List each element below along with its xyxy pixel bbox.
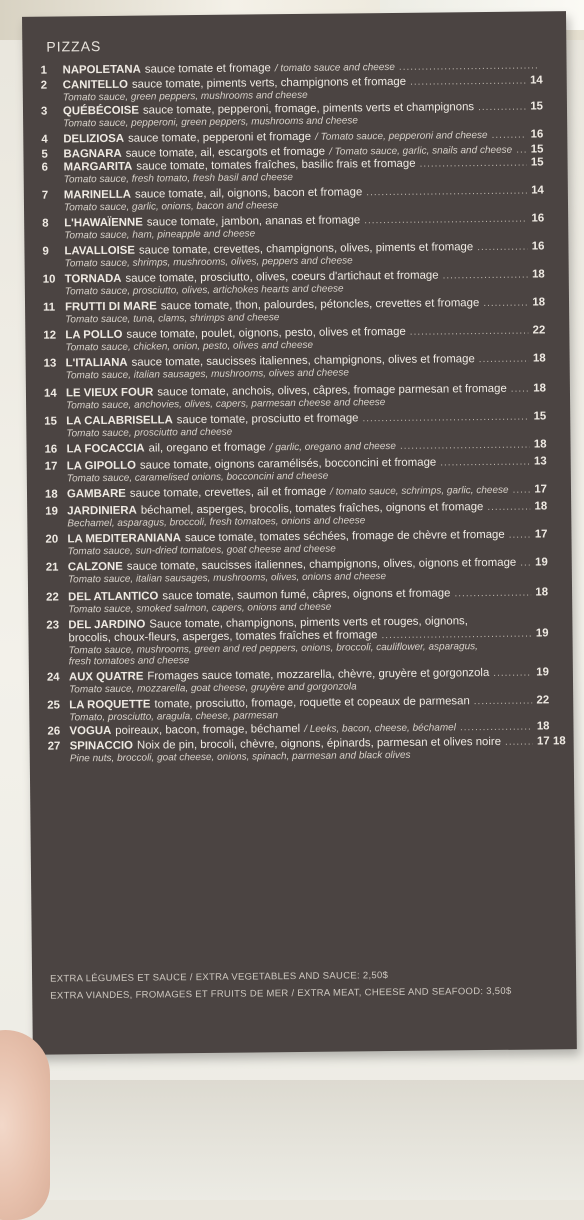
table-shadow <box>40 1080 584 1200</box>
item-name: SPINACCIO <box>69 739 134 753</box>
item-price: 15 <box>530 100 544 113</box>
item-name: CALZONE <box>67 560 123 574</box>
menu-item <box>45 500 547 529</box>
item-number: 25 <box>47 699 60 712</box>
item-description-fr: sauce tomate, tomates séchées, fromage de chèvre et fromage <box>184 528 505 545</box>
leader-dots <box>364 213 527 228</box>
item-description-fr: sauce tomate, pepperoni et fromage <box>127 130 312 145</box>
menu-item <box>44 382 546 411</box>
item-name: QUÉBÉCOISE <box>62 104 140 118</box>
item-description-en: / Tomato sauce, garlic, snails and cheese <box>329 144 513 158</box>
item-name: L'ITALIANA <box>65 356 128 370</box>
item-description-en: Tomato sauce, green peppers, mushrooms and cheese <box>62 89 308 104</box>
extras-note <box>50 966 512 1005</box>
item-number: 27 <box>47 740 61 753</box>
item-description-fr: sauce tomate, crevettes, champignons, olives, piments et fromage <box>138 241 474 257</box>
item-number: 22 <box>46 591 59 604</box>
item-description-en: / Leeks, bacon, cheese, béchamel <box>304 722 456 735</box>
item-description-en: Bechamel, asparagus, broccoli, fresh tomatoes, onions and cheese <box>67 515 366 530</box>
section-title: PIZZAS <box>46 38 102 55</box>
item-number: 11 <box>42 301 56 314</box>
item-name: MARINELLA <box>63 188 132 202</box>
item-number: 21 <box>45 561 59 574</box>
menu-item-line <box>45 483 547 501</box>
item-name: JARDINIERA <box>67 504 137 518</box>
leader-dots <box>419 157 526 171</box>
item-number: 9 <box>42 245 49 258</box>
leader-dots <box>492 129 527 142</box>
item-description-fr: sauce tomate, saucisses italiennes, champignons, olives, oignons et fromage <box>126 556 517 573</box>
item-price: 17 <box>534 483 548 496</box>
leader-dots <box>460 721 533 735</box>
item-number: 14 <box>43 387 57 400</box>
leader-dots <box>454 587 531 601</box>
menu-item <box>41 74 543 103</box>
item-description-fr: sauce tomate, ail, escargots et fromage <box>125 145 326 160</box>
menu-item <box>46 614 548 667</box>
leader-dots <box>509 529 531 542</box>
item-name: AUX QUATRE <box>68 670 144 684</box>
item-number: 2 <box>40 79 48 92</box>
leader-dots <box>478 101 526 115</box>
item-description-fr: sauce tomate, pepperoni, fromage, piments verts et champignons <box>142 101 475 117</box>
item-description-fr: tomate, prosciutto, fromage, roquette et copeaux de parmesan <box>154 695 470 711</box>
item-description-en: / tomato sauce and cheese <box>274 61 395 75</box>
item-description-fr: béchamel, asperges, brocolis, tomates fraîches, oignons et fromage <box>140 501 484 517</box>
item-description-fr: Noix de pin, brocoli, chèvre, oignons, épinards, parmesan et olives noire <box>136 735 502 752</box>
item-description-fr: sauce tomate, saucisses italiennes, champignons, olives et fromage <box>131 353 475 369</box>
item-name: L'HAWAÏENNE <box>64 216 143 230</box>
item-price: 18 <box>532 268 545 281</box>
item-price: 15 <box>533 410 547 423</box>
item-name: DELIZIOSA <box>63 132 125 146</box>
item-description-fr: sauce tomate, thon, palourdes, pétoncles, crevettes et fromage <box>160 297 480 313</box>
item-name: GAMBARE <box>66 487 126 501</box>
menu-item <box>47 694 549 723</box>
item-description-fr: sauce tomate, crevettes, ail et fromage <box>129 485 327 500</box>
item-number: 23 <box>46 619 60 632</box>
item-price: 18 <box>532 296 546 309</box>
menu-item <box>43 296 545 325</box>
item-name: TORNADA <box>64 272 122 286</box>
leader-dots <box>410 75 526 89</box>
item-description-en: Tomato sauce, smoked salmon, capers, onions and cheese <box>68 601 332 616</box>
item-description-en: Tomato sauce, sun-dried tomatoes, goat cheese and cheese <box>67 543 336 558</box>
item-description-en: Tomato sauce, prosciutto, olives, artichokes hearts and cheese <box>64 283 344 298</box>
item-number: 15 <box>44 415 57 428</box>
leader-dots <box>479 353 529 367</box>
item-description-en: Tomato sauce, shrimps, mushrooms, olives, peppers and cheese <box>64 255 353 270</box>
item-description-fr: poireaux, bacon, fromage, béchamel <box>115 722 301 737</box>
item-name: NAPOLETANA <box>62 63 141 77</box>
item-name: MARGARITA <box>63 160 133 174</box>
item-description-fr: sauce tomate, oignons caramélisés, bocconcini et fromage <box>139 456 437 472</box>
item-description-fr: sauce tomate, prosciutto et fromage <box>176 412 359 427</box>
item-description-en: Tomato sauce, chicken, onion, pesto, olives and cheese <box>65 339 314 354</box>
item-description-en: Tomato sauce, mozzarella, goat cheese, gruyère and gorgonzola <box>69 681 357 696</box>
item-price: 13 <box>533 455 547 468</box>
item-description-en: Tomato, prosciutto, aragula, cheese, parmesan <box>69 710 279 724</box>
item-number: 17 <box>44 460 58 473</box>
item-name: LA CALABRISELLA <box>66 414 173 428</box>
extra-charge-line: EXTRA LÉGUMES ET SAUCE / EXTRA VEGETABLES AND SAUCE: 2,50$ <box>50 970 389 985</box>
item-description-en: Tomato sauce, caramelised onions, bocconcini and cheese <box>66 470 329 485</box>
menu-card <box>22 11 577 1055</box>
item-name: VOGUA <box>69 724 112 738</box>
item-price: 22 <box>532 324 546 337</box>
menu-item <box>43 324 545 353</box>
item-price: 18 <box>535 586 549 599</box>
item-number: 16 <box>44 443 58 456</box>
item-description-fr: sauce tomate, anchois, olives, câpres, fromage parmesan et fromage <box>157 382 507 399</box>
item-description-en: / tomato sauce, schrimps, garlic, cheese <box>330 484 509 498</box>
menu-item <box>45 455 547 484</box>
item-name: LA GIPOLLO <box>66 459 136 473</box>
leader-dots <box>487 501 530 514</box>
leader-dots <box>442 269 528 283</box>
item-price: 22 <box>536 694 550 707</box>
item-price: 18 <box>534 500 548 513</box>
item-price: 15 <box>530 143 544 156</box>
item-number: 20 <box>45 533 59 546</box>
item-price: 18 <box>532 352 546 365</box>
item-price: 17 <box>534 528 548 541</box>
item-description-en: Tomato sauce, garlic, onions, bacon and cheese <box>63 200 279 214</box>
menu-item <box>47 666 549 695</box>
item-description-fr: sauce tomate, tomates fraîches, basilic frais et fromage <box>136 157 416 173</box>
item-price: 17 <box>536 735 550 748</box>
menu-item <box>42 212 544 241</box>
item-description-fr: Sauce tomate, champignons, piments verts et rouges, oignons, <box>149 615 468 631</box>
item-name: LA POLLO <box>65 328 123 342</box>
item-price: 16 <box>531 212 545 225</box>
item-number: 4 <box>41 133 48 146</box>
item-description-en: Tomato sauce, pepperoni, green peppers, mushrooms and cheese <box>63 115 359 130</box>
hand-thumb <box>0 1030 50 1220</box>
menu-item <box>44 410 546 439</box>
item-description-en: Tomato sauce, tuna, clams, shrimps and cheese <box>65 312 280 326</box>
item-description-fr: sauce tomate, saumon fumé, câpres, oignons et fromage <box>162 587 451 603</box>
leader-dots <box>362 411 529 426</box>
item-name: BAGNARA <box>63 147 122 161</box>
menu-item <box>43 268 545 297</box>
item-number: 19 <box>45 505 58 518</box>
leader-dots <box>410 325 529 339</box>
item-description-en-cont: fresh tomatoes and cheese <box>68 655 190 668</box>
menu-item <box>45 528 547 557</box>
menu-item <box>41 100 543 129</box>
item-description-en: / garlic, oregano and cheese <box>269 440 396 454</box>
menu-item <box>42 156 544 185</box>
item-name: LAVALLOISE <box>64 244 135 258</box>
item-description-en: Tomato sauce, prosciutto and cheese <box>66 426 233 440</box>
item-name: LA FOCACCIA <box>66 442 145 456</box>
item-description-fr-cont: brocolis, choux-fleurs, asperges, tomates fraîches et fromage <box>68 629 378 645</box>
item-description-en: Pine nuts, broccoli, goat cheese, onions, spinach, parmesan and black olives <box>69 749 411 765</box>
item-number: 7 <box>41 189 49 202</box>
menu-item <box>45 483 547 501</box>
leader-dots <box>477 241 528 255</box>
item-description-en: Tomato sauce, italian sausages, mushrooms, olives, onions and cheese <box>67 571 387 586</box>
item-price: 18 <box>536 720 550 733</box>
leader-dots <box>512 484 530 497</box>
leader-dots <box>399 59 539 73</box>
item-price: 19 <box>536 666 549 679</box>
menu-item <box>42 240 544 269</box>
item-price: 18 <box>533 382 546 395</box>
item-name: DEL ATLANTICO <box>68 590 159 604</box>
item-name: FRUTTI DI MARE <box>64 300 157 314</box>
item-number: 1 <box>40 64 47 77</box>
item-price: 18 <box>533 438 547 451</box>
leader-dots <box>483 297 528 310</box>
item-description-en: Tomato sauce, italian sausages, mushrooms, olives and cheese <box>65 367 349 382</box>
item-price: 15 <box>530 156 544 169</box>
item-price: 14 <box>529 74 543 87</box>
leader-dots <box>516 144 527 157</box>
item-description-en: Tomato sauce, ham, pineapple and cheese <box>64 228 256 242</box>
item-name: LA ROQUETTE <box>69 698 151 712</box>
leader-dots <box>474 695 533 709</box>
item-price: 16 <box>530 128 544 141</box>
item-number: 18 <box>44 488 58 501</box>
item-number: 24 <box>46 671 60 684</box>
menu-item <box>46 586 548 615</box>
item-number: 12 <box>43 329 57 342</box>
leader-dots <box>381 628 531 643</box>
item-name: CANITELLO <box>62 78 128 92</box>
leader-dots <box>440 456 530 470</box>
item-description-en: Tomato sauce, anchovies, olives, capers, parmesan cheese and cheese <box>66 397 386 412</box>
leader-dots <box>520 557 531 570</box>
item-name: LA MEDITERANIANA <box>67 532 182 546</box>
item-description-fr: sauce tomate et fromage <box>144 62 271 76</box>
item-description-fr: ail, oregano et fromage <box>148 441 266 455</box>
item-description-fr: sauce tomate, poulet, oignons, pesto, olives et fromage <box>126 325 406 341</box>
menu-item <box>42 184 544 213</box>
item-name: LE VIEUX FOUR <box>65 386 154 400</box>
item-description-fr: sauce tomate, piments verts, champignons et fromage <box>131 75 407 91</box>
item-description-en: / Tomato sauce, pepperoni and cheese <box>315 129 488 143</box>
menu-item <box>46 556 548 585</box>
menu-item-line <box>44 438 546 456</box>
menu-item <box>44 438 546 456</box>
trailing-price: 18 <box>552 735 566 748</box>
leader-dots <box>511 383 530 396</box>
item-price: 19 <box>535 627 549 640</box>
leader-dots <box>366 185 527 200</box>
item-description-fr: Fromages sauce tomate, mozzarella, chèvre, gruyère et gorgonzola <box>147 666 490 683</box>
item-number: 13 <box>43 357 57 370</box>
item-price: 14 <box>531 184 544 197</box>
item-description-en: Tomato sauce, mushrooms, green and red peppers, onions, broccoli, cauliflower, asparagus, <box>68 641 479 657</box>
item-name: DEL JARDINO <box>68 618 146 632</box>
item-description-en: Tomato sauce, fresh tomato, fresh basil and cheese <box>63 172 293 186</box>
item-number: 6 <box>41 161 49 174</box>
item-number: 8 <box>42 217 49 230</box>
item-description-fr: sauce tomate, prosciutto, olives, coeurs d'artichaut et fromage <box>125 269 439 285</box>
item-number: 10 <box>42 273 56 286</box>
item-number: 3 <box>40 105 48 118</box>
leader-dots <box>400 439 530 453</box>
menu-item <box>44 352 546 381</box>
item-description-fr: sauce tomate, ail, oignons, bacon et fromage <box>134 186 363 201</box>
item-price: 19 <box>535 556 548 569</box>
item-number: 26 <box>47 725 61 738</box>
item-price: 16 <box>531 240 545 253</box>
item-description-fr: sauce tomate, jambon, ananas et fromage <box>146 214 361 229</box>
leader-dots <box>493 667 532 680</box>
extra-charge-line: EXTRA VIANDES, FROMAGES ET FRUITS DE MER / EXTRA MEAT, CHEESE AND SEAFOOD: 3,50$ <box>50 985 512 1002</box>
item-number: 5 <box>41 148 48 161</box>
menu-content <box>22 11 577 1055</box>
pizza-list <box>40 59 566 765</box>
